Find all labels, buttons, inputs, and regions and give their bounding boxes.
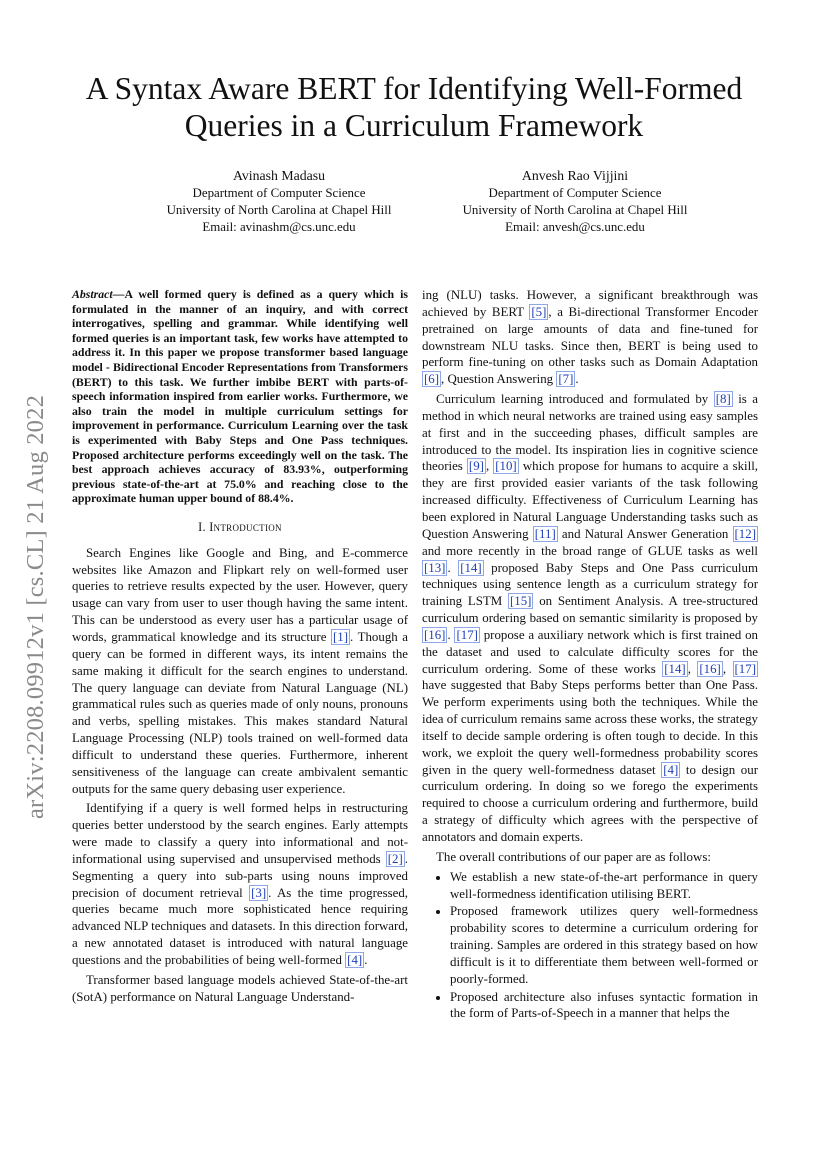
paragraph: The overall contributions of our paper are as follows: [436,849,711,864]
arxiv-sidebar [18,362,54,852]
citation-link[interactable]: [14] [460,560,482,575]
citation-link[interactable]: [12] [734,526,756,541]
citation-link[interactable]: [7] [558,372,574,387]
citation-link[interactable]: [17] [734,661,756,676]
author-university: University of North Carolina at Chapel Hill [462,203,688,217]
abstract [72,287,408,506]
paper-title [40,70,788,144]
citation-link[interactable]: [8] [715,392,731,407]
contributions-list [422,869,758,1023]
author-name: Anvesh Rao Vijjini [521,168,629,183]
section-heading-introduction [72,519,408,536]
author-university: University of North Carolina at Chapel Hill [166,203,392,217]
list-item: • Proposed architecture also infuses syntactic formation in the form of Parts-of-Speech in a manner that helps the [450,989,758,1023]
paragraph: ing (NLU) tasks. However, a significant breakthrough was achieved by BERT [5] , a Bi-directional Transformer Encoder pretrained on large amounts of data and fine-tuned for downstream NLU tasks. Since then, BERT is being used to perform fine-tuning on other tasks such as Domain Adaptation [6] , Question Answering [7] . [422,288,758,387]
title-line-1: A Syntax Aware BERT for Identifying Well-Formed [85,71,743,106]
arxiv-identifier: arXiv:2208.09912v1 [cs.CL] 21 Aug 2022 [22,394,49,820]
citation-link[interactable]: [4] [347,953,363,967]
paragraph: Curriculum learning introduced and formulated by [8] is a method in which neural networks are trained using easy samples at first and in the succeeding phases, difficult samples are introduced to the model. Its inspiration lies in cognitive science theories [9] , [10] which propose for humans to acquire a skill, they are first provided easier variants of the task following increased difficulty. Effectiveness of Curriculum Learning has been explored in Natural Language Understanding tasks such as Question Answering [11] and Natural Answer Generation [12] and more recently in the broad range of GLUE tasks as well [13] . [14] proposed Baby Steps and One Pass curriculum techniques using sentence length as a curriculum strategy for training LSTM [15] on Sentiment Analysis. A tree-structured curriculum ordering based on semantic similarity is proposed by [16] . [17] propose a auxiliary network which is first trained on the dataset and used to calculate difficulty scores for the curriculum ordering. Some of these works [14] , [16] , [17] have suggested that Baby Steps performs better than One Pass. We perform experiments using both the techniques. While the idea of curriculum remains same across these works, the strategy itself to decide sample ordering is often tough to decide. In this work, we exploit the query well-formedness probability scores given in the query well-formedness dataset [4] to design our curriculum ordering. In doing so we forego the experiments required to choose a curriculum ordering and furthermore, build a strategy of difficulty which agrees with the perspective of annotators and domain experts. [422,392,759,844]
author-email: Email: avinashm@cs.unc.edu [202,220,356,234]
paragraph: Search Engines like Google and Bing, and E-commerce websites like Amazon and Flipkart rely on well-formed user queries to retrieve results expected by the user. However, query usage can vary from user to user though having the same intent. This can be understood as every user has a particular usage of words, grammatical knowledge and its structure [1] . Though a query can be formed in different ways, its intent remains the same making it difficult for the search engines to understand. The query language can deviate from Natural Language (NL) grammatical rules such as queries made of only nouns, pronouns and verbs, spelling mistakes. This makes standard Natural Language Processing (NLP) tools trained on well-formed data difficult to understand these queries. Furthermore, inherent sensitiveness of the language can create ambivalent semantic outputs for the same query debasing user experience. [72,545,408,796]
left-column [72,287,408,1009]
citation-link[interactable]: [9] [468,459,484,474]
author-block-1 [124,167,434,236]
title-line-2: Queries in a Curriculum Framework [184,108,644,143]
citation-link[interactable]: [6] [424,372,440,387]
citation-link[interactable]: [2] [387,851,403,866]
citation-link[interactable]: [10] [495,459,517,474]
citation-link[interactable]: [16] [424,627,446,642]
citation-link[interactable]: [17] [456,627,478,642]
author-email: Email: anvesh@cs.unc.edu [505,220,645,234]
paragraph: Identifying if a query is well formed helps in restructuring queries better understood by the search engines. Early attempts were made to classify a query into informational and not-informational using supervised and unsupervised methods [2] . Segmenting a query into sub-parts using nouns improved precision of document retrieval [3] . As the time progressed, queries became much more sophisticated hence requiring advanced NLP techniques and datasets. In this direction forward, a new annotated dataset is introduced with natural language questions and the probabilities of being well-formed [4] . [72,801,409,967]
citation-link[interactable]: [3] [251,885,267,900]
list-item: • Proposed framework utilizes query well-formedness probability scores to determine a curriculum ordering for training. Samples are ordered in this strategy based on how difficult is it to differentiate them between well-formed or poorly-formed. [450,903,758,987]
author-block-2 [420,167,730,236]
section-title: Introduction [209,519,282,534]
right-column [422,287,758,1023]
citation-link[interactable]: [5] [531,304,547,319]
author-name: Avinash Madasu [232,168,326,183]
citation-link[interactable]: [4] [663,762,679,777]
citation-link[interactable]: [15] [509,594,532,609]
citation-link[interactable]: [11] [534,526,556,541]
citation-link[interactable]: [16] [699,661,721,676]
citation-link[interactable]: [1] [333,629,349,644]
author-department: Department of Computer Science [192,186,366,200]
author-department: Department of Computer Science [488,186,662,200]
list-item: • We establish a new state-of-the-art performance in query well-formedness identification utilising BERT. [450,869,758,903]
abstract-text: —A well formed query is defined as a query which is formulated in the manner of an inquiry, and with correct interrogatives, spelling and grammar. While identifying well formed queries is an important task, few works have attempted to address it. In this paper we propose transformer based language model - Bidirectional Encoder Representations from Transformers (BERT) to this task. We further imbibe BERT with parts-of-speech information inspired from earlier works. Furthermore, we also train the model in multiple curriculum settings for improvement in performance. Curriculum Learning over the task is experimented with Baby Steps and One Pass techniques. Proposed architecture performs exceedingly well on the task. The best approach achieves accuracy of 83.93%, outperforming previous state-of-the-art at 75.0% and reaching close to the approximate human upper bound of 88.4%. [72,287,408,506]
citation-link[interactable]: [13] [424,560,446,575]
abstract-label: Abstract [72,287,113,301]
paragraph: Transformer based language models achieved State-of-the-art (SotA) performance on Natural Language Understand- [72,972,408,1004]
citation-link[interactable]: [14] [664,661,686,676]
section-number: I. [198,519,206,534]
